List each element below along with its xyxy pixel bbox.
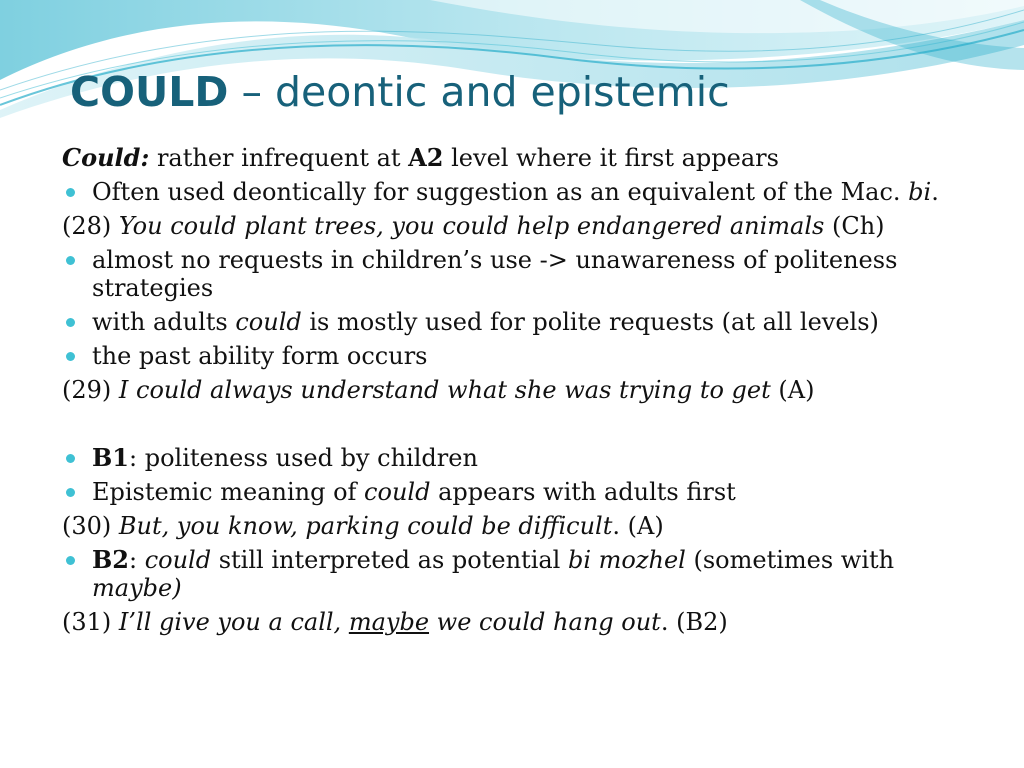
bullet-item: almost no requests in children’s use -> unawareness of politeness strategies [62, 246, 962, 302]
bullet-item: Often used deontically for suggestion as an equivalent of the Mac. bi. [62, 178, 962, 206]
bullet-icon [66, 488, 75, 497]
bullet-icon [66, 352, 75, 361]
bullet-icon [66, 454, 75, 463]
bullet-icon [66, 256, 75, 265]
bullet-item: B1: politeness used by children [62, 444, 962, 472]
bullet-icon [66, 318, 75, 327]
intro-line: Could: rather infrequent at A2 level where it first appears [62, 143, 779, 172]
example-line: (28) You could plant trees, you could help endangered animals (Ch) [62, 212, 885, 240]
bullet-item: Epistemic meaning of could appears with adults first [62, 478, 962, 506]
bullet-item: B2: could still interpreted as potential bi mozhel (sometimes with maybe) [62, 546, 962, 602]
example-line: (31) I’ll give you a call, maybe we could hang out. (B2) [62, 608, 728, 636]
bullet-icon [66, 556, 75, 565]
example-line: (29) I could always understand what she was trying to get (A) [62, 376, 815, 404]
spacer [62, 410, 962, 444]
slide-title: COULD – deontic and epistemic [70, 68, 730, 116]
bullet-item: with adults could is mostly used for polite requests (at all levels) [62, 308, 962, 336]
bullet-icon [66, 188, 75, 197]
example-line: (30) But, you know, parking could be difficult. (A) [62, 512, 664, 540]
bullet-item: the past ability form occurs [62, 342, 962, 370]
slide-body [62, 144, 962, 642]
